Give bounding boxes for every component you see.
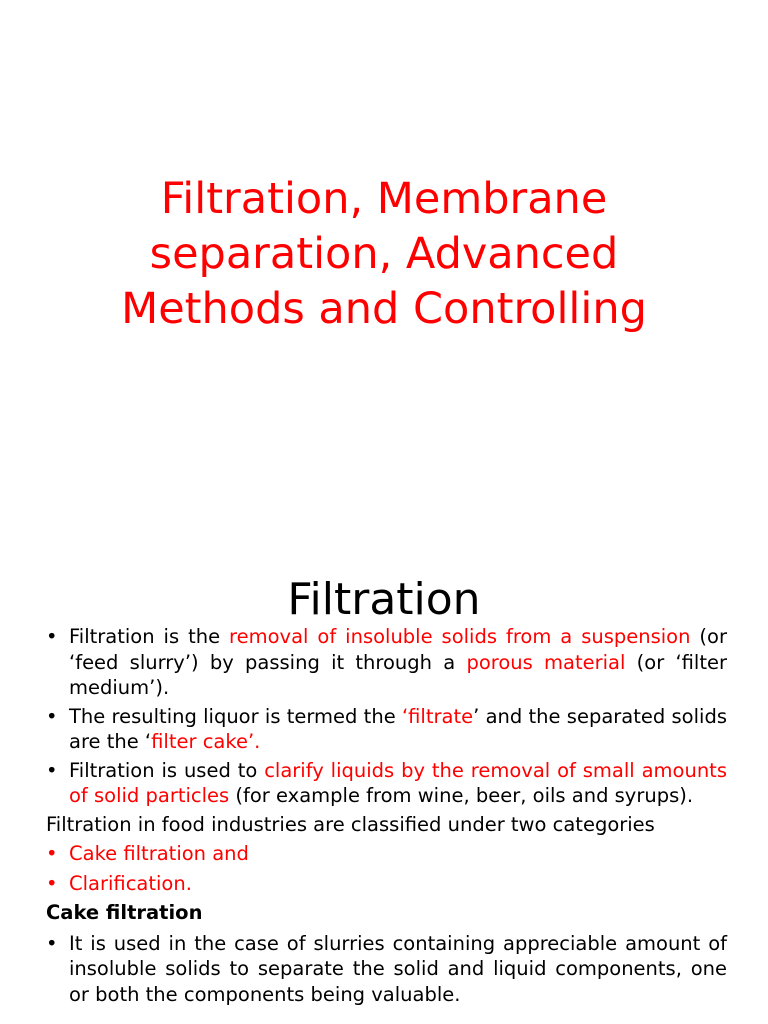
category-label: Clarification.	[69, 871, 192, 895]
bullet-text: ’ and the separated solids are the ‘	[69, 704, 727, 753]
bullet-icon: •	[46, 871, 58, 895]
category-item	[46, 871, 727, 897]
bullet-text: Filtration is used to	[69, 758, 265, 782]
bullet-icon: •	[46, 758, 58, 782]
bullet-icon: •	[46, 931, 58, 955]
highlight-text: filter cake’.	[151, 730, 261, 753]
highlight-text: ‘filtrate	[401, 704, 474, 728]
bullet-item	[46, 704, 727, 755]
category-item	[46, 841, 727, 867]
slide-content	[46, 624, 727, 1010]
title-line: Methods and Controlling	[121, 284, 647, 334]
highlight-text: clarify liquids by the removal of small amounts of solid particles	[69, 758, 727, 807]
bullet-item	[46, 758, 727, 809]
bullet-text: (or ‘filter medium’).	[69, 650, 728, 699]
bullet-item	[46, 931, 727, 1008]
bullet-text: Filtration is the	[69, 625, 230, 648]
bullet-icon: •	[46, 842, 58, 865]
highlight-text: porous material	[466, 650, 626, 674]
category-label: Cake filtration and	[69, 842, 249, 865]
bullet-text: (or ‘feed slurry’) by passing it through a	[69, 625, 727, 674]
category-list	[46, 841, 727, 896]
bullet-item	[46, 624, 727, 701]
title-line: separation, Advanced	[149, 229, 619, 279]
filtration-slide	[0, 560, 768, 1024]
slide-heading: Filtration	[287, 574, 481, 625]
bullet-text: (for example from wine, beer, oils and syrups).	[229, 784, 694, 807]
section-heading: Cake filtration	[46, 901, 203, 924]
bullet-icon: •	[46, 704, 58, 728]
slide-title	[60, 172, 708, 337]
title-line: Filtration, Membrane	[160, 174, 608, 224]
highlight-text: removal of insoluble solids from a suspension	[229, 625, 691, 648]
classification-text: Filtration in food industries are classified under two categories	[46, 812, 655, 836]
bullet-icon: •	[46, 625, 58, 648]
bullet-text: The resulting liquor is termed the	[69, 704, 402, 728]
bullet-text: It is used in the case of slurries containing appreciable amount of insoluble solids to separate the solid and liquid components, one or both the components being valuable.	[69, 931, 727, 1006]
